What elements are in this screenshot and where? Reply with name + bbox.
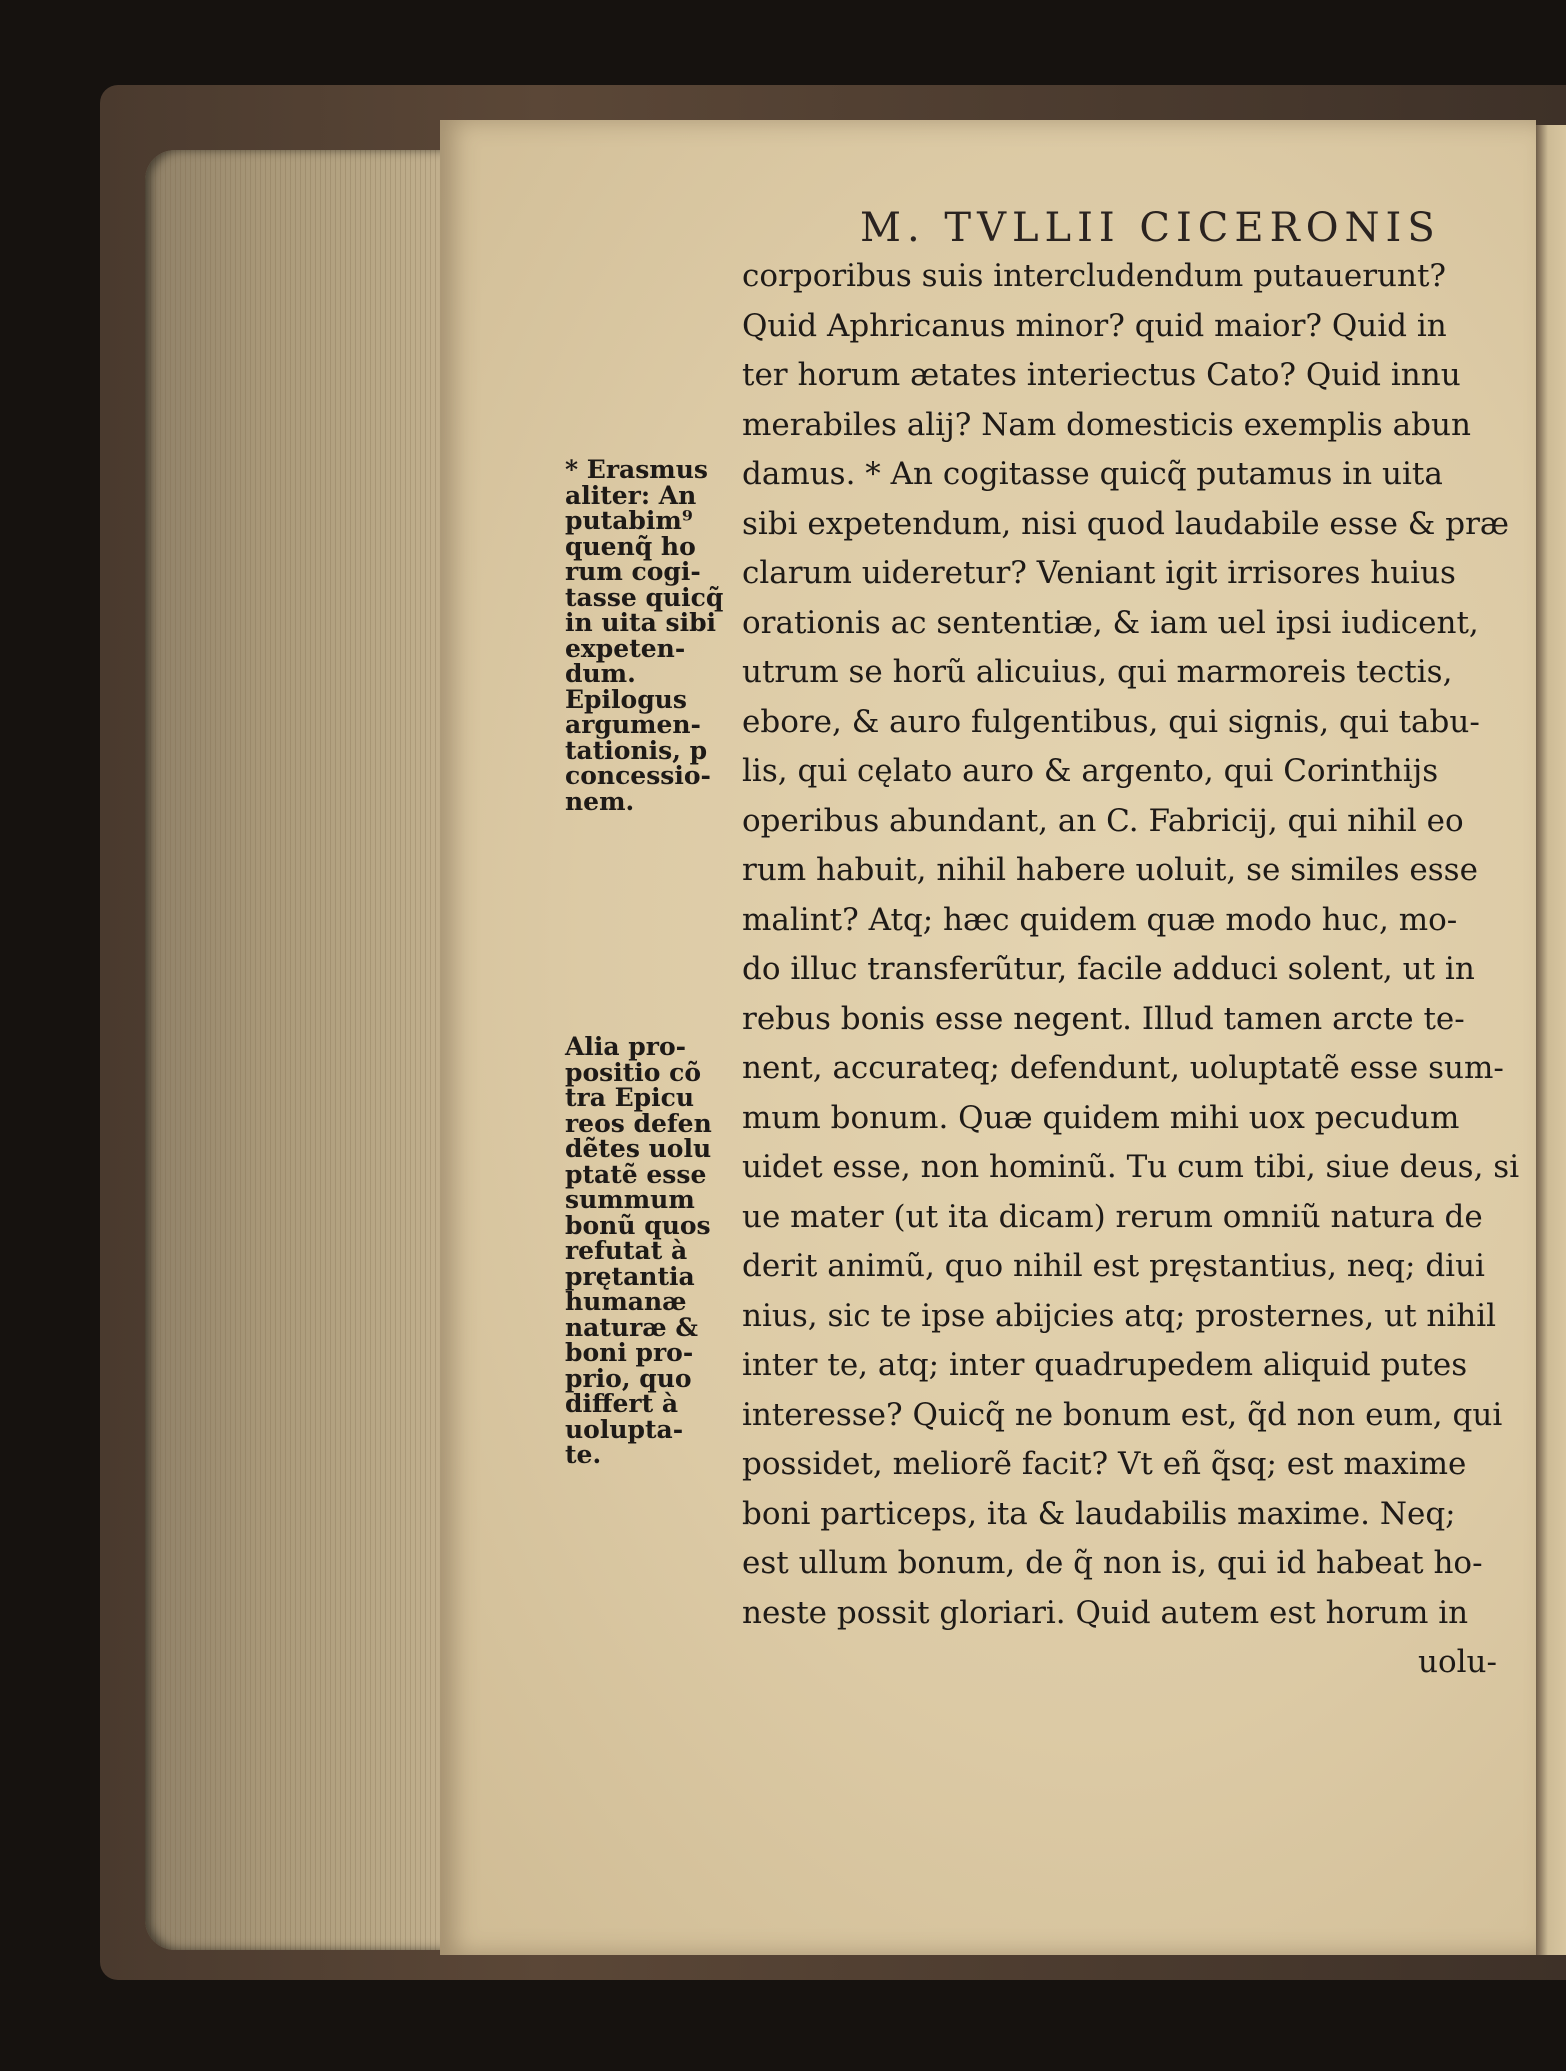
margin-note-line: aliter: An: [565, 480, 697, 510]
margin-note-line: uolupta-: [565, 1414, 684, 1444]
text-line: operibus abundant, an C. Fabricij, qui nihil eo: [742, 802, 1464, 839]
text-line: nius, sic te ipse abijcies atq; prosternes, ut nihil: [742, 1297, 1497, 1334]
text-line: boni particeps, ita & laudabilis maxime. Neq;: [742, 1495, 1456, 1532]
margin-note-erasmus: [565, 457, 730, 814]
margin-note-alia-propositio: [565, 1034, 730, 1468]
text-line: orationis ac sententiæ, & iam uel ipsi iudicent,: [742, 604, 1479, 641]
text-line: clarum uideretur? Veniant igit irrisores huius: [742, 555, 1456, 591]
text-line: possidet, meliorẽ facit? Vt eñ q̃sq; est maxime: [742, 1446, 1467, 1482]
margin-note-line: expeten-: [565, 633, 686, 663]
margin-note-line: reos defen: [565, 1108, 712, 1138]
margin-note-line: nem.: [565, 786, 635, 816]
margin-note-line: Alia pro-: [565, 1032, 686, 1061]
margin-note-line: differt à: [565, 1389, 679, 1418]
margin-note-line: Epilogus: [565, 684, 687, 714]
margin-note-line: boni pro-: [565, 1338, 694, 1367]
text-line: est ullum bonum, de q̃ non is, qui id habeat ho-: [742, 1545, 1483, 1581]
margin-note-line: putabim⁹: [565, 506, 693, 535]
margin-note-line: dẽtes uolu: [565, 1134, 712, 1163]
text-line: sibi expetendum, nisi quod laudabile esse & præ: [742, 505, 1510, 542]
margin-note-line: concessio-: [565, 761, 711, 790]
text-line: derit animũ, quo nihil est pręstantius, neq; diui: [742, 1248, 1485, 1284]
text-line: merabiles alij? Nam domesticis exemplis abun: [742, 406, 1471, 443]
page-edges: [145, 150, 445, 1950]
text-line: inter te, atq; inter quadrupedem aliquid putes: [742, 1347, 1468, 1383]
margin-note-line: rum cogi-: [565, 557, 701, 586]
text-line: do illuc transferũtur, facile adduci solent, ut in: [742, 951, 1475, 987]
text-line: interesse? Quicq̃ ne bonum est, q̃d non eum, qui: [742, 1396, 1503, 1433]
text-line: rebus bonis esse negent. Illud tamen arcte te-: [742, 1000, 1465, 1037]
margin-note-line: dum.: [565, 659, 636, 688]
margin-note-line: prętantia: [565, 1261, 695, 1291]
margin-note-line: quenq̃ ho: [565, 531, 696, 561]
text-line: ebore, & auro fulgentibus, qui signis, qui tabu-: [742, 703, 1480, 740]
text-line: mum bonum. Quæ quidem mihi uox pecudum: [742, 1099, 1460, 1136]
margin-note-line: bonũ quos: [565, 1210, 711, 1240]
text-line: Quid Aphricanus minor? quid maior? Quid in: [742, 307, 1447, 344]
text-line: uidet esse, non hominũ. Tu cum tibi, siue deus, si: [742, 1149, 1520, 1185]
text-line: utrum se horũ alicuius, qui marmoreis tectis,: [742, 654, 1453, 690]
text-line: nent, accurateq; defendunt, uoluptatẽ esse sum-: [742, 1050, 1504, 1086]
margin-note-line: summum: [565, 1185, 695, 1214]
margin-note-line: refutat à: [565, 1236, 688, 1265]
margin-note-line: tationis, p: [565, 735, 708, 765]
body-text: [742, 252, 1520, 1688]
next-page-edge: [1536, 125, 1566, 1955]
margin-note-line: ptatẽ esse: [565, 1159, 707, 1189]
text-line: corporibus suis intercludendum putauerunt?: [742, 258, 1447, 294]
text-line: ue mater (ut ita dicam) rerum omniũ natura de: [742, 1198, 1483, 1235]
margin-note-line: * Erasmus: [565, 455, 708, 484]
margin-note-line: te.: [565, 1440, 602, 1469]
margin-note-line: positio cõ: [565, 1057, 702, 1087]
text-line: lis, qui cęlato auro & argento, qui Corinthijs: [742, 753, 1439, 789]
running-head: M. TVLLII CICERONIS: [860, 205, 1441, 251]
margin-note-line: humanæ: [565, 1287, 687, 1316]
margin-note-line: argumen-: [565, 710, 701, 739]
text-line: neste possit gloriari. Quid autem est horum in: [742, 1594, 1469, 1631]
margin-note-line: tasse quicq̃: [565, 582, 724, 612]
text-line: rum habuit, nihil habere uoluit, se similes esse: [742, 852, 1478, 888]
text-line: ter horum ætates interiectus Cato? Quid innu: [742, 357, 1461, 393]
margin-note-line: tra Epicu: [565, 1083, 695, 1112]
text-line: malint? Atq; hæc quidem quæ modo huc, mo-: [742, 901, 1458, 938]
margin-note-line: prio, quo: [565, 1363, 692, 1393]
text-line: damus. * An cogitasse quicq̃ putamus in uita: [742, 456, 1443, 492]
margin-note-line: in uita sibi: [565, 608, 717, 637]
margin-note-line: naturæ &: [565, 1312, 698, 1342]
catchword: uolu-: [1418, 1644, 1497, 1680]
